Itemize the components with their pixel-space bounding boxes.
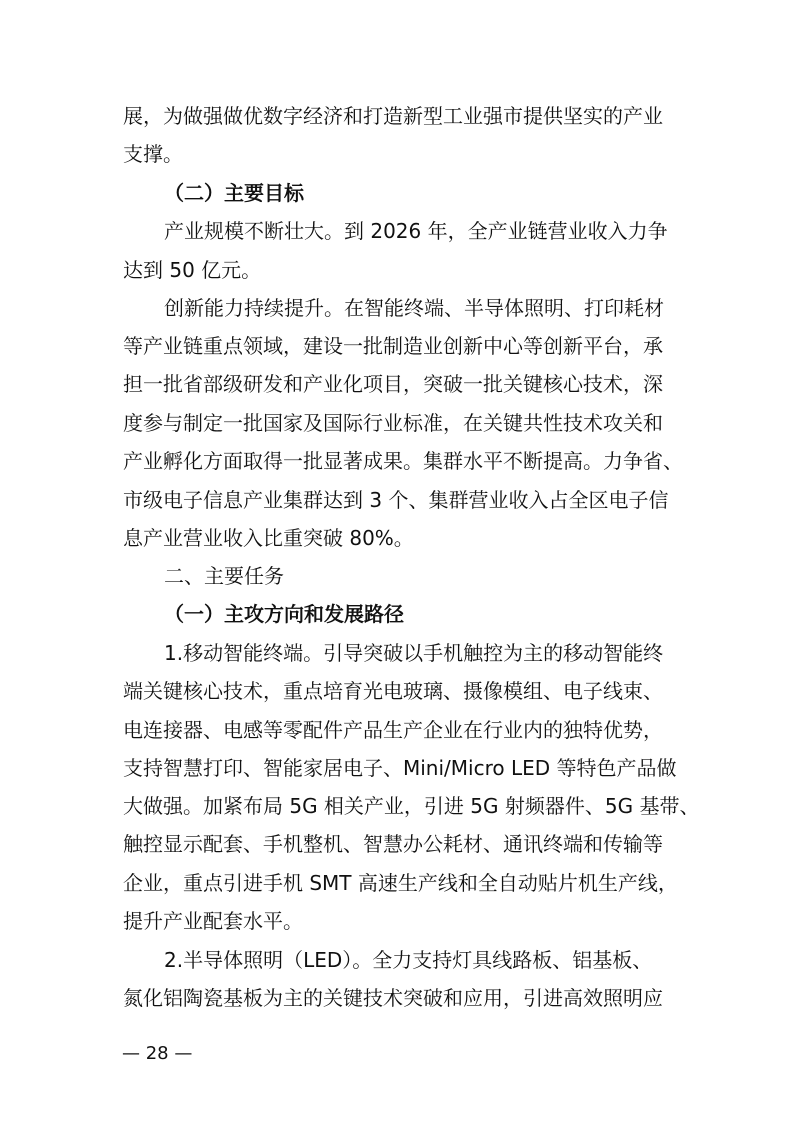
text-line: 度参与制定一批国家及国际行业标准，在关键共性技术攻关和 xyxy=(123,411,663,435)
text-line: 市级电子信息产业集群达到 3 个、集群营业收入占全区电子信 xyxy=(123,488,669,512)
text-line: 电连接器、电感等零配件产品生产企业在行业内的独特优势， xyxy=(123,718,663,742)
text-line: 企业，重点引进手机 SMT 高速生产线和全自动贴片机生产线， xyxy=(123,871,678,895)
page-number: — 28 — xyxy=(122,1043,193,1064)
section-heading: （二）主要目标 xyxy=(164,181,304,205)
text-line: 等产业链重点领域，建设一批制造业创新中心等创新平台，承 xyxy=(123,334,663,358)
text-line: 支持智慧打印、智能家居电子、Mini/Micro LED 等特色产品做 xyxy=(123,756,677,780)
text-line: 产业孵化方面取得一批显著成果。集群水平不断提高。力争省、 xyxy=(123,449,683,473)
text-line: 触控显示配套、手机整机、智慧办公耗材、通讯终端和传输等 xyxy=(123,832,663,856)
text-line: 氮化铝陶瓷基板为主的关键技术突破和应用，引进高效照明应 xyxy=(123,986,663,1010)
section-heading: （一）主攻方向和发展路径 xyxy=(164,602,404,626)
text-line: 提升产业配套水平。 xyxy=(123,909,303,933)
text-line: 端关键核心技术，重点培育光电玻璃、摄像模组、电子线束、 xyxy=(123,679,663,703)
text-line: 展，为做强做优数字经济和打造新型工业强市提供坚实的产业 xyxy=(123,104,663,128)
text-line: 1.移动智能终端。引导突破以手机触控为主的移动智能终 xyxy=(164,641,664,665)
text-line: 产业规模不断壮大。到 2026 年，全产业链营业收入力争 xyxy=(164,219,668,243)
chapter-heading: 二、主要任务 xyxy=(164,564,284,588)
text-line: 2.半导体照明（LED）。全力支持灯具线路板、铝基板、 xyxy=(164,948,653,972)
text-line: 创新能力持续提升。在智能终端、半导体照明、打印耗材 xyxy=(164,296,664,320)
text-line: 大做强。加紧布局 5G 相关产业，引进 5G 射频器件、5G 基带、 xyxy=(123,794,700,818)
text-line: 支撑。 xyxy=(123,142,183,166)
text-line: 达到 50 亿元。 xyxy=(123,258,262,282)
text-line: 息产业营业收入比重突破 80%。 xyxy=(123,526,414,550)
text-line: 担一批省部级研发和产业化项目，突破一批关键核心技术，深 xyxy=(123,372,663,396)
